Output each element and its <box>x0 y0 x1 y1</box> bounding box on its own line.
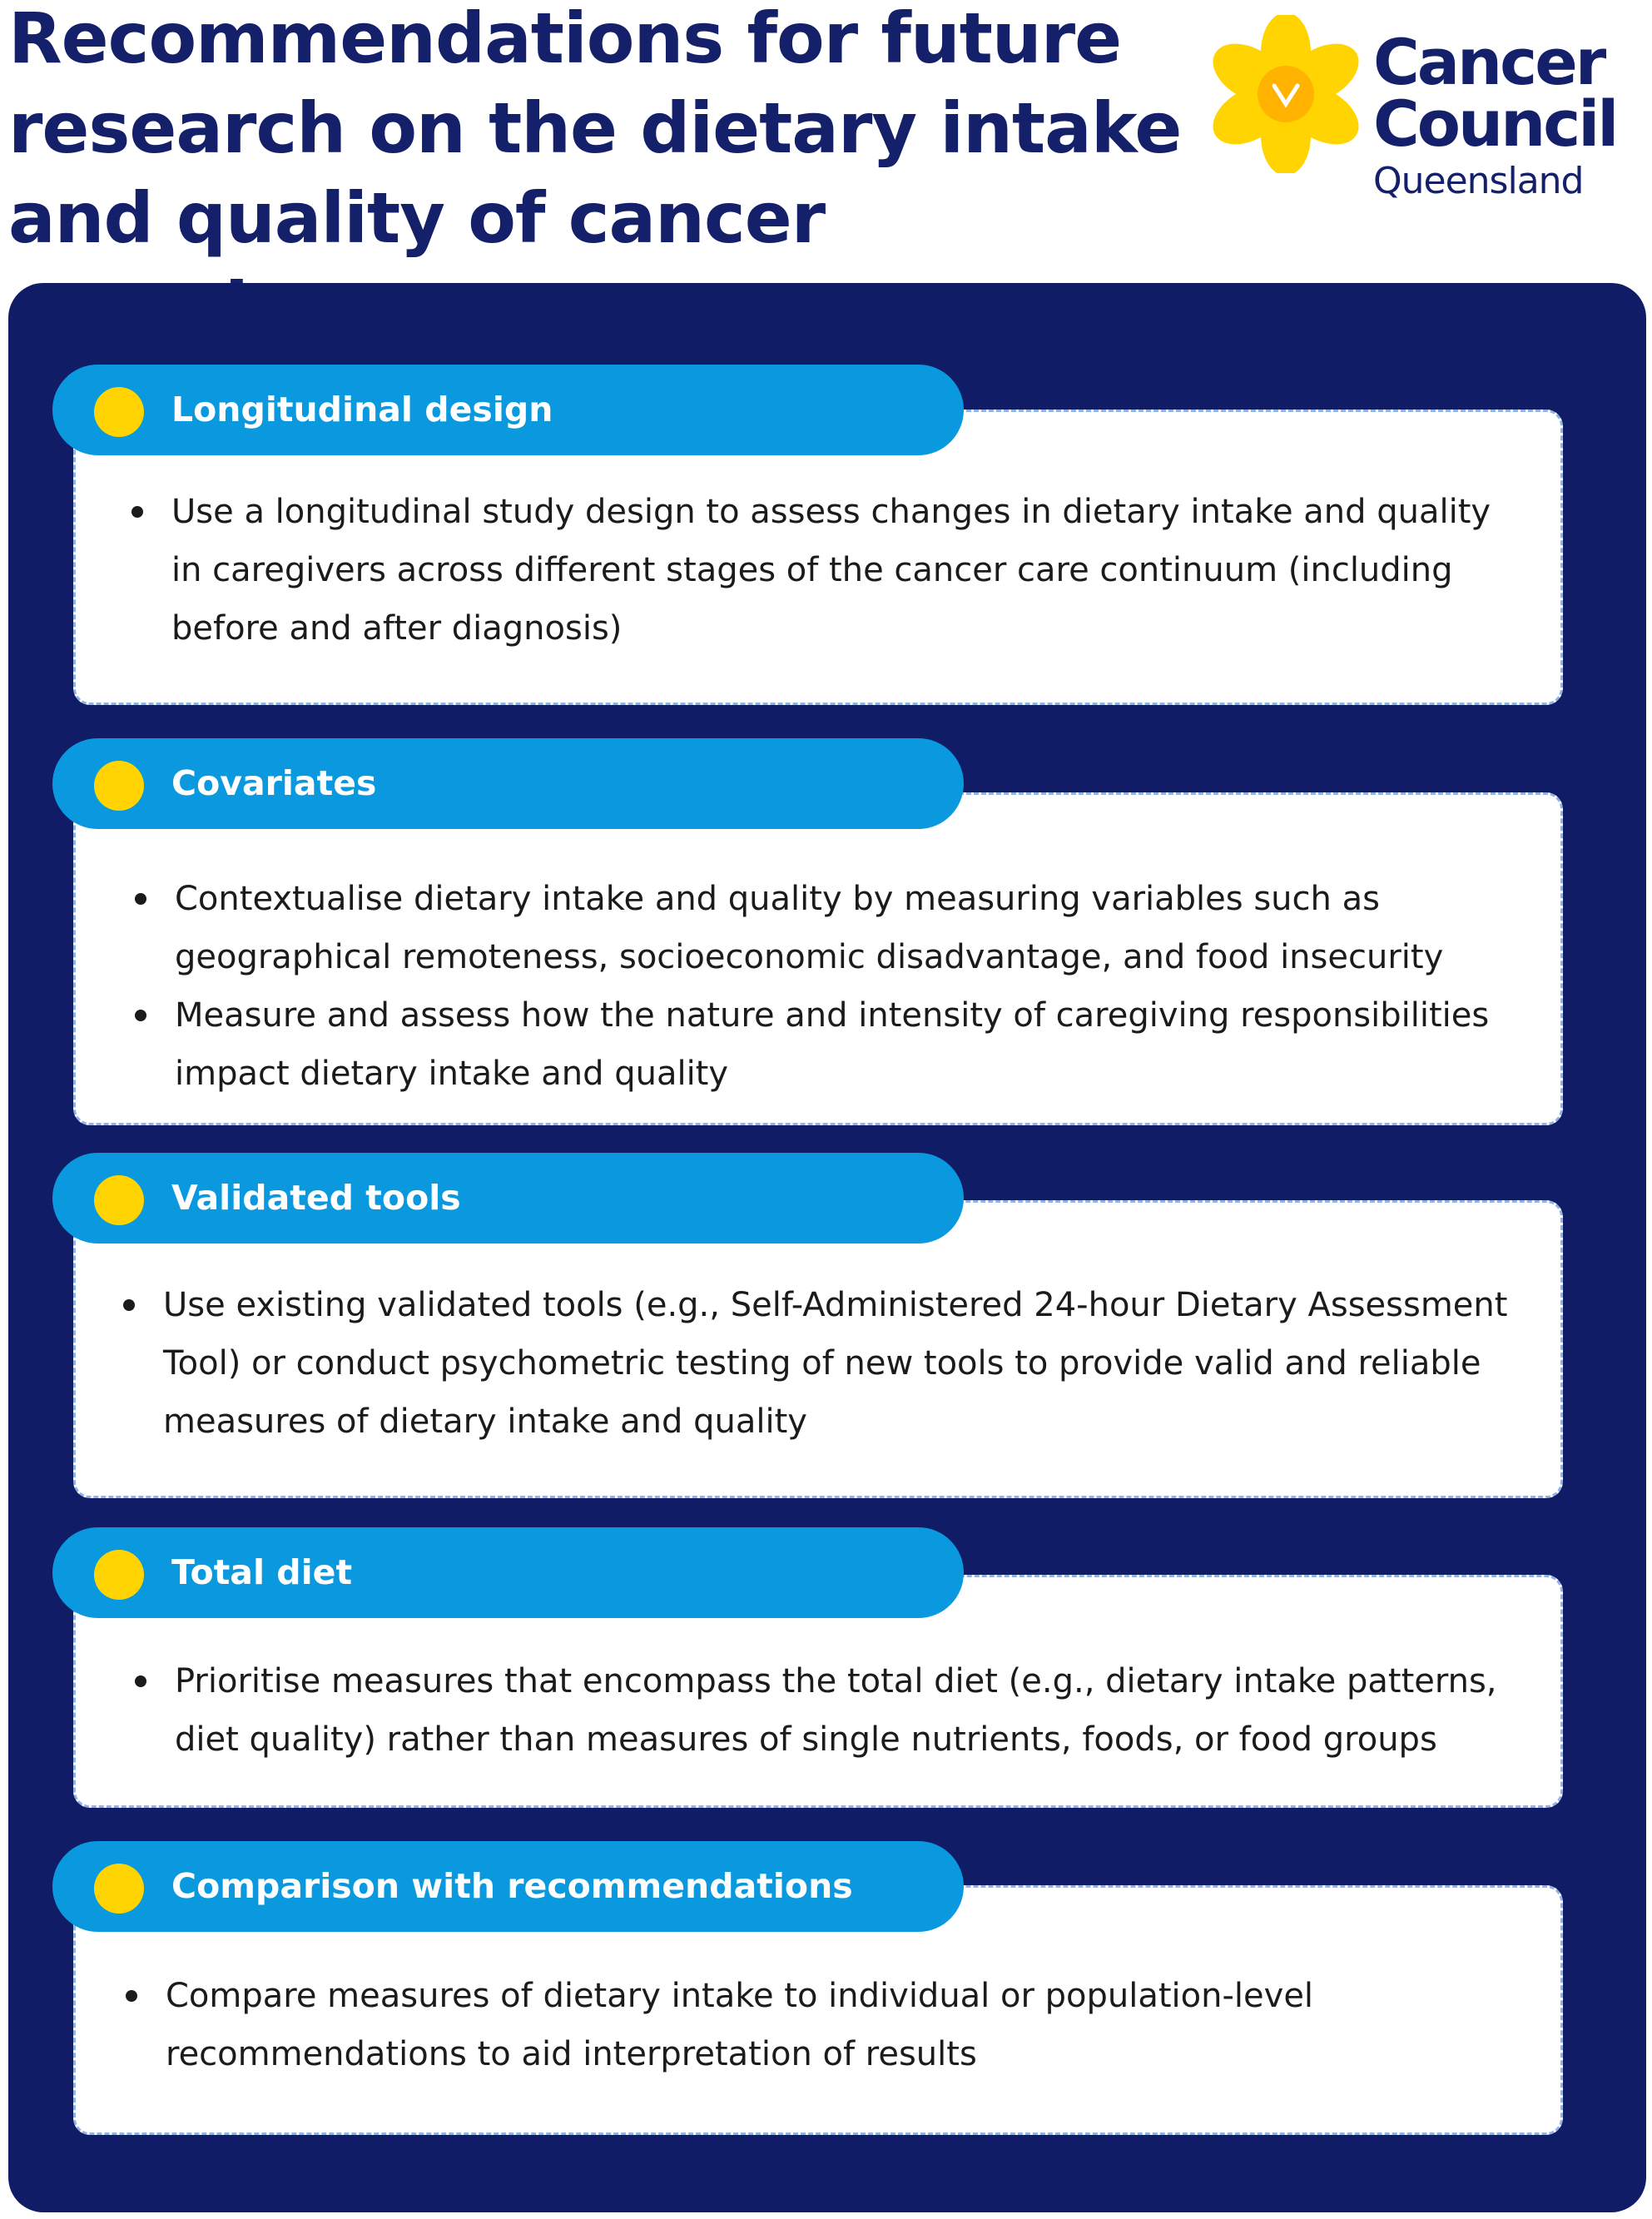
section-heading-total-diet <box>52 1527 964 1618</box>
section-bullet-list <box>175 1652 1511 1769</box>
bullet-item: Measure and assess how the nature and intensity of caregiving responsibilities impact dietary intake and quality <box>175 986 1511 1103</box>
yellow-dot-icon <box>94 761 144 811</box>
logo-queensland: Queensland <box>1373 160 1584 202</box>
logo-cancer: Cancer <box>1373 25 1605 99</box>
section-heading-validated-tools <box>52 1153 964 1244</box>
recommendations-panel <box>8 283 1646 2212</box>
page-title: Recommendations for future research on the dietary intake and quality of cancer <box>8 0 1182 259</box>
bullet-item: Prioritise measures that encompass the total diet (e.g., dietary intake patterns, diet quality) rather than measures of single nutrients, foods, or food groups <box>175 1652 1511 1769</box>
section-title: Longitudinal design <box>171 390 553 429</box>
section-card-validated-tools <box>73 1200 1563 1498</box>
logo-council: Council <box>1373 87 1617 161</box>
section-bullet-list <box>166 1967 1511 2083</box>
bullet-item: Contextualise dietary intake and quality by measuring variables such as geographical remoteness, socioeconomic disadvantage, and food insecurity <box>175 870 1511 986</box>
section-heading-longitudinal-design <box>52 365 964 455</box>
yellow-dot-icon <box>94 1550 144 1600</box>
bullet-item: Use existing validated tools (e.g., Self-Administered 24-hour Dietary Assessment Tool) or conduct psychometric testing of new tools to provide valid and reliable measures of dietary intake and quality <box>163 1276 1511 1451</box>
section-bullet-list <box>175 870 1511 1103</box>
section-heading-comparison-with-recommendations <box>52 1841 964 1932</box>
section-heading-covariates <box>52 738 964 829</box>
yellow-dot-icon <box>94 387 144 437</box>
cancer-council-logo <box>1207 15 1640 215</box>
section-bullet-list <box>171 483 1511 658</box>
section-title: Total diet <box>171 1552 353 1592</box>
daffodil-icon <box>1207 15 1365 173</box>
bullet-item: Use a longitudinal study design to assess changes in dietary intake and quality in caregivers across different stages of the cancer care continuum (including before and after diagnosis) <box>171 483 1511 658</box>
yellow-dot-icon <box>94 1175 144 1225</box>
section-bullet-list <box>163 1276 1511 1451</box>
yellow-dot-icon <box>94 1864 144 1914</box>
bullet-item: Compare measures of dietary intake to individual or population-level recommendations to aid interpretation of results <box>166 1967 1511 2083</box>
section-card-covariates <box>73 792 1563 1125</box>
section-title: Covariates <box>171 763 377 803</box>
section-title: Validated tools <box>171 1178 461 1218</box>
logo-wordmark <box>1373 25 1617 206</box>
section-title: Comparison with recommendations <box>171 1866 853 1906</box>
